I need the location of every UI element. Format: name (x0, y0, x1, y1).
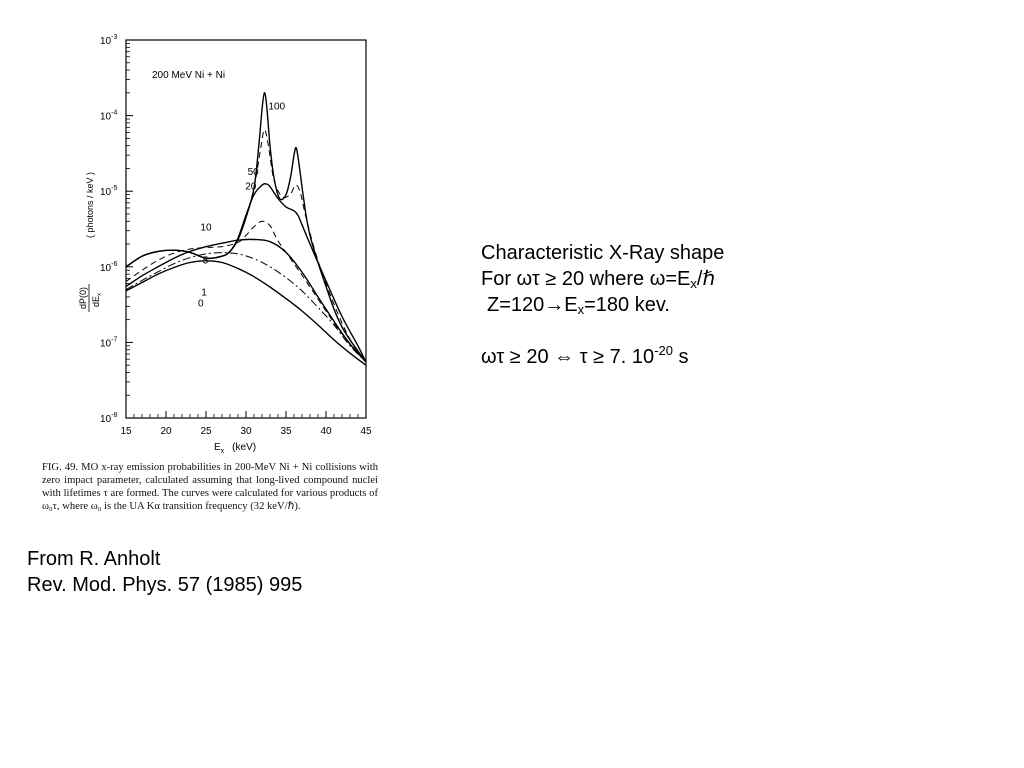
y-tick-label (100, 261, 117, 274)
y-tick-label-exponent: -4 (111, 109, 118, 117)
notes-energy-line (481, 292, 724, 318)
curve-label: 100 (268, 101, 286, 113)
y-tick-label (100, 185, 117, 198)
notes-lifetime-text: ωτ ≥ 20 ⇔ τ ≥ 7. 10 (481, 346, 655, 368)
y-axis (100, 34, 133, 425)
y-tick-label (100, 336, 117, 349)
citation-author: From R. Anholt (27, 548, 161, 570)
y-tick-label-exponent: -6 (111, 260, 118, 268)
x-axis-label (214, 442, 256, 455)
x-tick-label: 15 (120, 426, 132, 437)
x-tick-label: 30 (240, 426, 252, 437)
notes-frequency-suffix: /ℏ (696, 268, 716, 290)
y-tick-label (100, 412, 117, 425)
notes-lifetime-line (481, 344, 724, 370)
curves (126, 93, 366, 365)
notes-energy-subscript: x (577, 302, 585, 317)
notes-frequency-line (481, 266, 724, 292)
y-tick-label-base: 10 (100, 338, 112, 350)
notes-frequency-subscript: x (690, 276, 697, 291)
x-axis-label-symbol: E (214, 442, 221, 453)
x-tick-label: 20 (160, 426, 172, 437)
x-tick-label: 45 (360, 426, 372, 437)
curve-omega-tau-1 (126, 253, 366, 362)
y-axis-label-numerator: dP(0) (78, 286, 88, 310)
y-tick-label (100, 34, 117, 47)
curve-omega-tau-0 (126, 261, 366, 365)
y-tick-label-base: 10 (100, 262, 112, 274)
notes-block (481, 240, 724, 370)
x-tick-label: 40 (320, 426, 332, 437)
citation (27, 546, 302, 598)
curve-label: 1 (201, 287, 207, 299)
x-axis-label-unit: (keV) (232, 442, 257, 453)
y-tick-label-base: 10 (100, 414, 112, 425)
notes-lifetime-exponent: -20 (654, 343, 673, 358)
x-tick-label: 35 (280, 426, 292, 437)
curve-label: 0 (198, 298, 204, 310)
notes-spacer (481, 318, 724, 344)
y-tick-label-exponent: -5 (111, 185, 118, 193)
curve-label: 20 (245, 181, 257, 193)
y-tick-label-exponent: -3 (111, 34, 118, 41)
notes-frequency-text: For ωτ ≥ 20 where ω=E (481, 268, 691, 290)
x-axis (120, 411, 372, 437)
curve-labels (198, 102, 286, 310)
y-tick-label (100, 110, 117, 123)
y-axis-label-denominator-subscript: x (97, 292, 103, 296)
curve-label: 10 (200, 222, 212, 234)
x-axis-label-subscript: x (220, 448, 225, 455)
y-tick-label-base: 10 (100, 111, 112, 123)
y-tick-label-base: 10 (100, 187, 112, 199)
y-axis-label-denominator-symbol: dE (91, 295, 101, 308)
figure-caption: FIG. 49. MO x-ray emission probabilities in 200-MeV Ni + Ni collisions with zero impact parameter, calculated assuming that long-lived compound nuclei with lifetimes τ are formed. The curves were calculated for various products of ω₀τ, where ω₀ is the UA Kα transition frequency (32 keV/ℏ). (42, 462, 378, 512)
curve-label: 50 (247, 166, 259, 178)
citation-journal: Rev. Mod. Phys. 57 (1985) 995 (27, 574, 303, 596)
y-tick-label-exponent: -8 (111, 412, 118, 419)
curve-omega-tau-100 (126, 93, 366, 362)
y-axis-label-unit: ( photons / keV ) (85, 171, 95, 238)
chart-title: 200 MeV Ni + Ni (152, 70, 226, 81)
notes-energy-suffix: =180 kev. (584, 294, 670, 316)
notes-energy-text: Z=120→E (487, 294, 578, 316)
curve-label: 5 (202, 255, 209, 267)
y-tick-label-exponent: -7 (111, 336, 118, 344)
notes-lifetime-suffix: s (672, 346, 689, 368)
plot-frame (126, 40, 366, 418)
notes-heading: Characteristic X-Ray shape (481, 242, 725, 264)
y-tick-label-base: 10 (100, 36, 112, 47)
curve-omega-tau-50 (126, 130, 366, 362)
mo-xray-chart (60, 30, 390, 456)
y-axis-label-denominator (91, 293, 103, 307)
x-tick-label: 25 (200, 426, 212, 437)
